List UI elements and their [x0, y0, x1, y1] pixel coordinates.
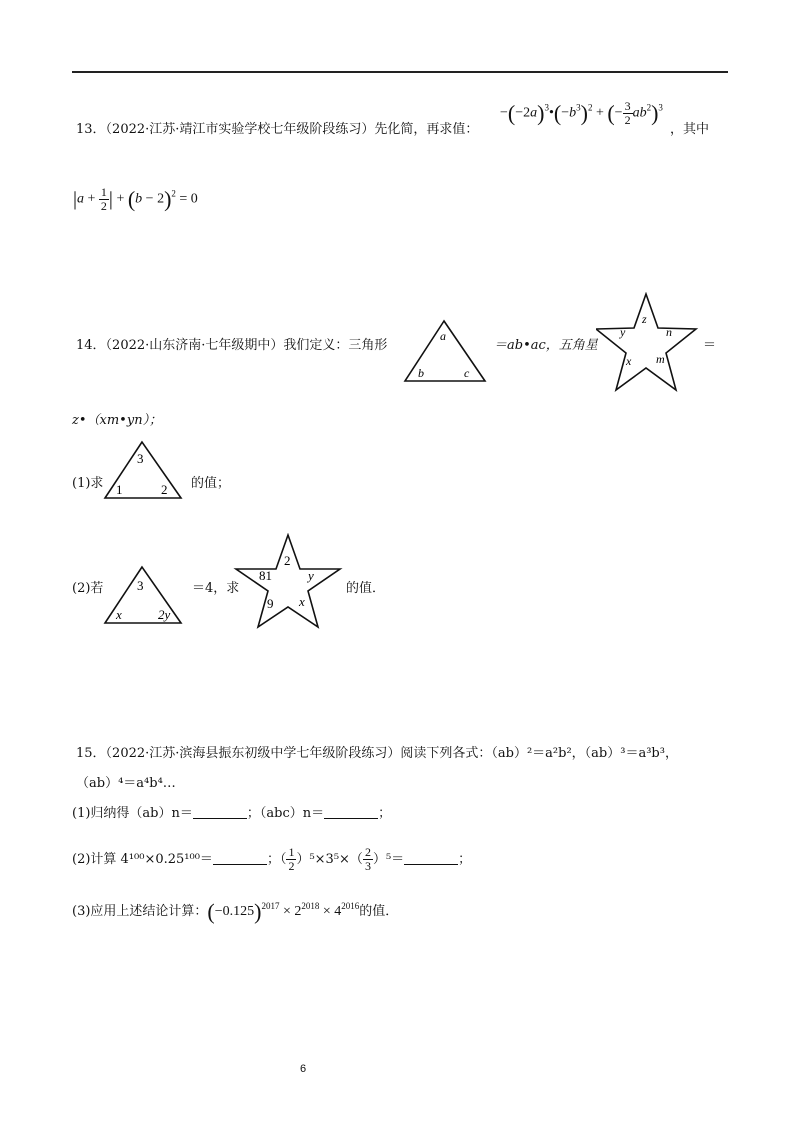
q15-line2: （ab）⁴＝a⁴b⁴…	[76, 776, 176, 791]
triangle-2-right: 2y	[158, 607, 171, 622]
q15-part2-c: ）⁵×3⁵×（	[296, 852, 363, 867]
triangle-def-right: c	[464, 366, 470, 380]
star-definition-figure	[596, 292, 700, 392]
triangle-def-top: a	[440, 329, 446, 343]
star-def-upper-right: n	[666, 325, 672, 339]
q14-part1-prefix: (1)求	[72, 476, 104, 491]
star-def-upper-left: y	[620, 325, 626, 339]
q15-part3-a: (3)应用上述结论计算：	[72, 904, 208, 919]
q15-part2-b: ；（	[266, 852, 287, 867]
triangle-1-top: 3	[137, 451, 144, 466]
triangle-definition-figure	[402, 318, 488, 384]
q13-condition: |a + $\frac{1}{2}$ | + $(b - 2)^2 = 0$	[73, 185, 198, 213]
triangle-2-left: x	[116, 607, 122, 622]
q15-intro: 15．（2022·江苏·滨海县振东初级中学七年级阶段练习）阅读下列各式：（ab）²＝a²b²，（ab）³＝a³b³，	[76, 746, 678, 761]
q15-part1	[72, 806, 391, 822]
q13-intro: 13．（2022·江苏·靖江市实验学校七年级阶段练习）先化简，再求值：	[76, 122, 479, 137]
star-2-upper-right: y	[308, 568, 314, 583]
q13-expression: $-(-2a)^3•(-b^3)^2$ + (− $\frac{3}{2}$ $ab^2)^3$	[500, 99, 663, 127]
q15-part1-b: ；（abc）n＝	[246, 806, 325, 821]
page-number: 6	[300, 1063, 307, 1075]
fraction-one-half: $\frac{1}{2}$	[288, 845, 295, 873]
q14-part2-mid: ＝4，求	[192, 581, 240, 596]
q15-part2-d: ）⁵＝	[372, 852, 405, 867]
answer-blank-3[interactable]	[213, 852, 267, 865]
star-def-top: z	[642, 312, 647, 326]
q14-part2-suffix: 的值．	[346, 581, 386, 596]
q15-part2-a: (2)计算 4¹⁰⁰×0.25¹⁰⁰＝	[72, 852, 213, 867]
q15-part1-a: (1)归纳得（ab）n＝	[72, 806, 193, 821]
star-2-figure	[232, 533, 344, 629]
star-2-top: 2	[284, 553, 291, 568]
q14-star-rule: z•（xm•yn）；	[72, 413, 163, 428]
triangle-def-left: b	[418, 366, 424, 380]
triangle-2-figure	[102, 564, 184, 626]
answer-blank-2[interactable]	[324, 806, 378, 819]
triangle-1-right: 2	[161, 482, 168, 497]
q14-part2-prefix: (2)若	[72, 581, 104, 596]
q15-part2-e: ；	[458, 852, 472, 867]
answer-blank-1[interactable]	[193, 806, 247, 819]
q15-part3	[72, 898, 399, 924]
q14-star-equals: ＝	[703, 338, 717, 353]
q15-part3-b: 的值．	[359, 904, 399, 919]
q14-intro: 14．（2022·山东济南·七年级期中）我们定义：三角形	[76, 338, 388, 353]
star-def-lower-left: x	[626, 354, 632, 368]
q15-part2	[72, 846, 471, 873]
header-rule	[72, 71, 728, 73]
star-2-lower-right: x	[299, 594, 305, 609]
triangle-1-figure	[102, 439, 184, 501]
q15-part3-expression: $(-0.125)^{2017} \times 2^{2018} \times 4^{2016}$	[207, 898, 360, 924]
q14-part1-suffix: 的值；	[191, 476, 231, 491]
triangle-2-top: 3	[137, 578, 144, 593]
star-def-lower-right: m	[656, 352, 665, 366]
q13-tail: ，其中	[670, 122, 710, 137]
q14-triangle-rule: ＝ab•ac，五角星	[494, 338, 598, 353]
star-2-upper-left: 81	[259, 568, 272, 583]
fraction-two-thirds: $\frac{2}{3}$	[364, 845, 371, 873]
triangle-1-left: 1	[116, 482, 123, 497]
answer-blank-4[interactable]	[404, 852, 458, 865]
star-2-lower-left: 9	[267, 596, 274, 611]
q15-part1-c: ；	[378, 806, 392, 821]
